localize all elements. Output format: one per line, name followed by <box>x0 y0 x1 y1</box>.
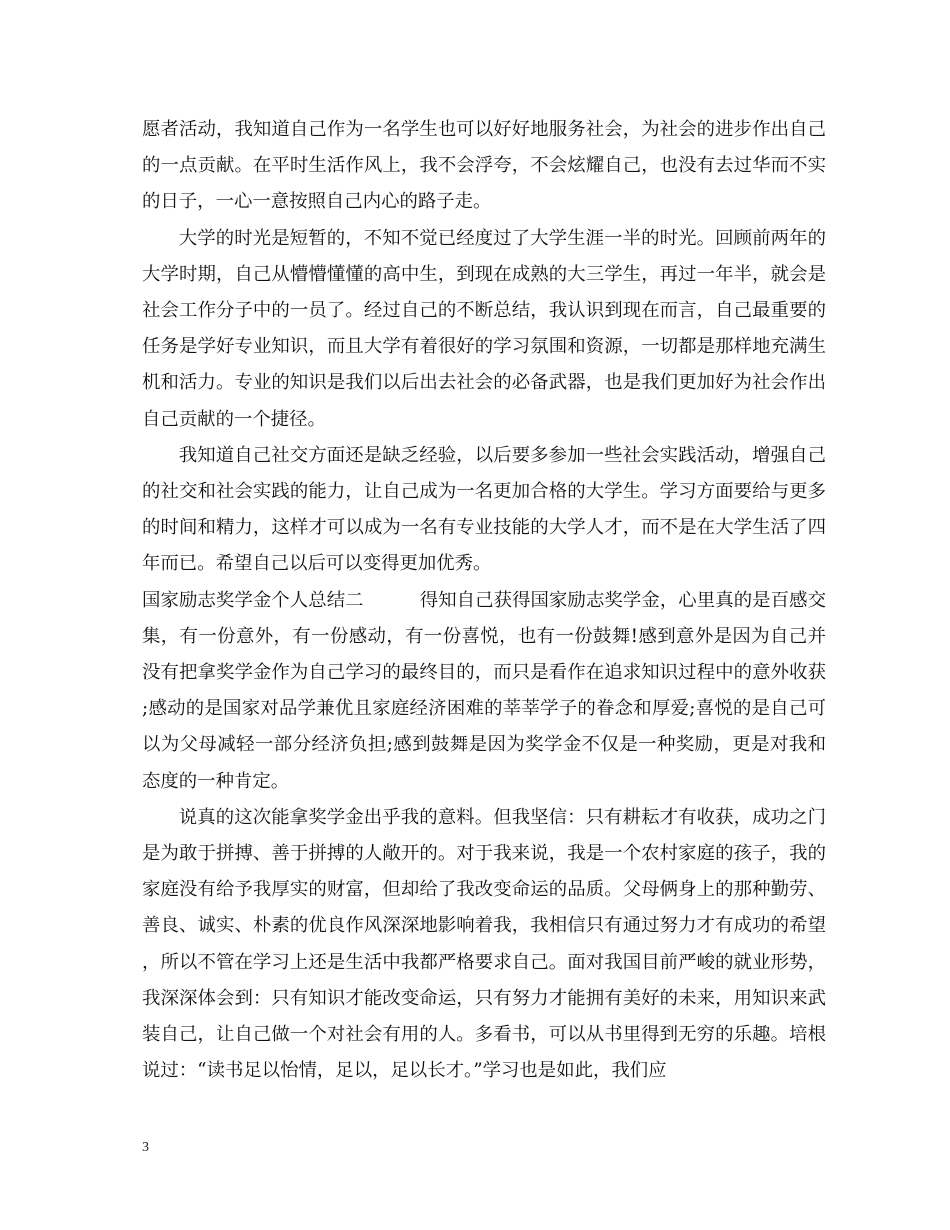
paragraph-last: 说真的这次能拿奖学金出乎我的意料。但我坚信：只有耕耘才有收获，成功之门是为敢于拼搏、善于拼搏的人敞开的。对于我来说，我是一个农村家庭的孩子，我的家庭没有给予我厚实的财富，但却给了我改变命运的品质。父母俩身上的那种勤劳、善良、诚实、朴素的优良作风深深地影响着我，我相信只有通过努力才有成功的希望，所以不管在学习上还是生活中我都严格要求自己。面对我国目前严峻的就业形势，我深深体会到：只有知识才能改变命运，只有努力才能拥有美好的未来，用知识来武装自己，让自己做一个对社会有用的人。多看书，可以从书里得到无穷的乐趣。培根说过：“读书足以怡情，足以，足以长才。”学习也是如此，我们应 <box>142 806 826 1082</box>
page-number: 3 <box>142 1140 149 1155</box>
paragraph-2: 大学的时光是短暂的，不知不觉已经度过了大学生涯一半的时光。回顾前两年的大学时期，自己从懵懵懂懂的高中生，到现在成熟的大三学生，再过一年半，就会是社会工作分子中的一员了。经过自己的不断总结，我认识到现在而言，自己最重要的任务是学好专业知识，而且大学有着很好的学习氛围和资源，一切都是那样地充满生机和活力。专业的知识是我们以后出去社会的必备武器，也是我们更加好为社会作出自己贡献的一个捷径。 <box>142 227 826 430</box>
paragraph-1: 愿者活动，我知道自己作为一名学生也可以好好地服务社会，为社会的进步作出自己的一点贡献。在平时生活作风上，我不会浮夸，不会炫耀自己，也没有去过华而不实的日子，一心一意按照自己内心的路子走。 <box>142 119 826 213</box>
section-first-paragraph: 得知自己获得国家励志奖学金，心里真的是百感交集，有一份意外，有一份感动，有一份喜悦，也有一份鼓舞!感到意外是因为自己并没有把拿奖学金作为自己学习的最终目的，而只是看作在追求知识过程中的意外收获;感动的是国家对品学兼优且家庭经济困难的莘莘学子的眷念和厚爱;喜悦的是自己可以为父母减轻一部分经济负担;感到鼓舞是因为奖学金不仅是一种奖励，更是对我和态度的一种肯定。 <box>142 589 826 792</box>
section-heading: 国家励志奖学金个人总结二 <box>142 589 364 611</box>
paragraph-3: 我知道自己社交方面还是缺乏经验，以后要多参加一些社会实践活动，增强自己的社交和社会实践的能力，让自己成为一名更加合格的大学生。学习方面要给与更多的时间和精力，这样才可以成为一名有专业技能的大学人才，而不是在大学生活了四年而已。希望自己以后可以变得更加优秀。 <box>142 444 826 575</box>
document-body <box>142 112 826 1089</box>
section-paragraph <box>142 583 826 800</box>
